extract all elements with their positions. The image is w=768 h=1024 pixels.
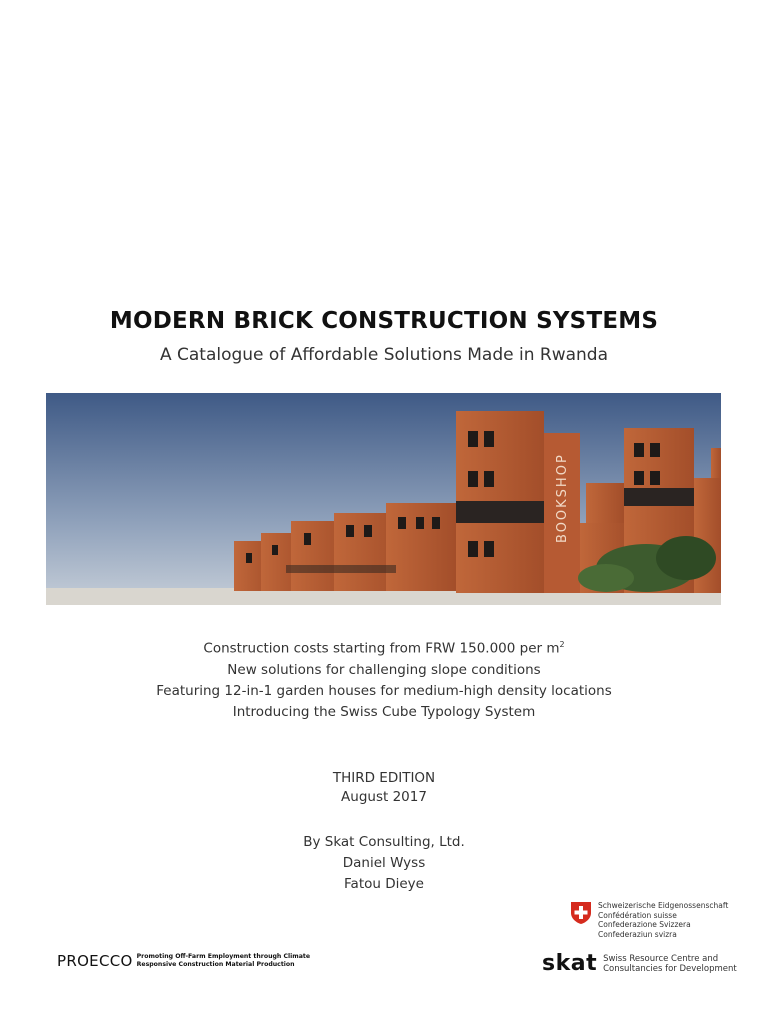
swiss-confederation-logo xyxy=(570,901,728,939)
swiss-shield-icon xyxy=(570,901,592,925)
feature-line-2: New solutions for challenging slope conditions xyxy=(227,661,541,678)
author-name: Daniel Wyss xyxy=(342,855,426,871)
feature-list xyxy=(0,634,768,723)
author-organization: By Skat Consulting, Ltd. xyxy=(303,834,465,850)
feature-line-1: Construction costs starting from FRW 150.000 per $m^2$ xyxy=(203,640,565,657)
hero-sign-text: BOOKSHOP xyxy=(555,453,570,543)
cover-illustration xyxy=(46,393,721,605)
proecco-logo xyxy=(57,952,310,970)
proecco-logo-tagline: Promoting Off-Farm Employment through Climate Responsive Construction Material Production xyxy=(136,953,311,968)
document-subtitle: A Catalogue of Affordable Solutions Made in Rwanda xyxy=(159,345,609,365)
swiss-confederation-text: Schweizerische Eidgenossenschaft Confédération suisse Confederazione Svizzera Confederaziun svizra xyxy=(598,901,729,939)
skat-logo-name: skat xyxy=(542,951,598,976)
skat-logo-tagline: Swiss Resource Centre and Consultancies for Development xyxy=(603,953,737,974)
proecco-logo-name: PROECCO xyxy=(57,952,133,970)
skat-logo xyxy=(542,951,737,976)
document-title: MODERN BRICK CONSTRUCTION SYSTEMS xyxy=(109,308,659,334)
edition-block xyxy=(0,769,768,807)
author-name: Fatou Dieye xyxy=(344,876,424,892)
authors-block xyxy=(0,832,768,895)
feature-line-4: Introducing the Swiss Cube Typology System xyxy=(232,703,536,720)
edition-date: August 2017 xyxy=(341,789,427,805)
edition-label: THIRD EDITION xyxy=(332,770,436,786)
feature-line-3: Featuring 12-in-1 garden houses for medium-high density locations xyxy=(156,682,612,699)
